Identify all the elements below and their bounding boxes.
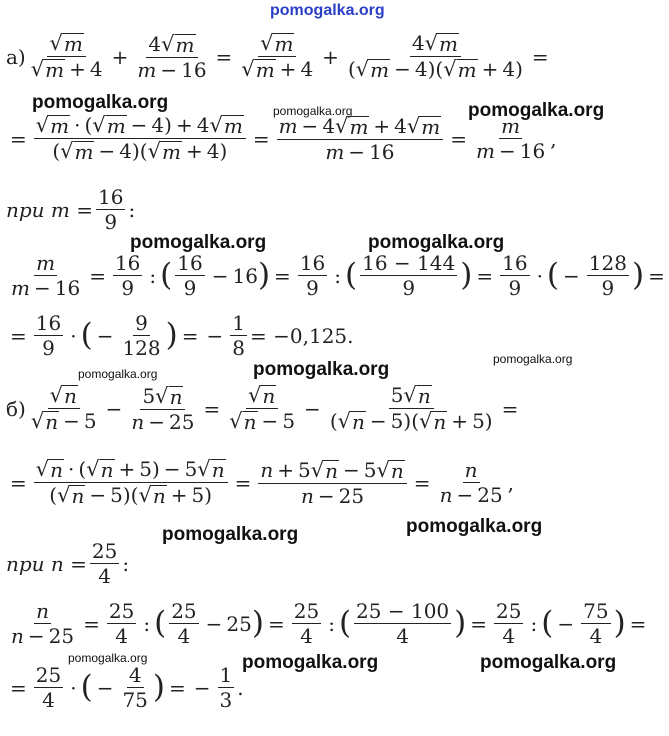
formula-a-line4: = $\frac{16}{9}$ · ( − $\frac{9}{128}$ ) = − $\frac{1}{8}$ = −0,125. xyxy=(10,311,354,360)
part-a-label: а) xyxy=(6,44,26,69)
formula-b-line3: $\frac{n}{n - 25}$ = $\frac{25}{4}$ : ( $\frac{25}{4}$ − 25 ) = $\frac{25}{4}$ : ( $\frac{25 - 100}{4}$ ) = $\frac{25}{4}$ : ( − $\frac{75}{4}$ ) = xyxy=(11,599,647,648)
watermark: pomogalka.org xyxy=(130,232,267,253)
formula-a-line3: $\frac{m}{m - 16}$ = $\frac{16}{9}$ : ( $\frac{16}{9}$ − 16 ) = $\frac{16}{9}$ : ( $\frac{16 - 144}{9}$ ) = $\frac{16}{9}$ · ( − $\frac{128}{9}$ ) = xyxy=(11,251,665,300)
watermark: pomogalka.org xyxy=(273,104,353,118)
watermark: pomogalka.org xyxy=(162,524,299,545)
watermark: pomogalka.org xyxy=(253,359,390,380)
formula-a-line2: = √ m · ( √ m − 4) + 4 √ m ( √ m − 4)( √ m + 4) = m − 4 √ m + 4 √ m m − 16 = $\frac{m}{m - 16}$ , xyxy=(10,113,557,165)
condition-n: при n = $\frac{25}{4}$ : xyxy=(6,539,130,588)
watermark: pomogalka.org xyxy=(406,516,543,537)
watermark: pomogalka.org xyxy=(493,352,573,366)
watermark: pomogalka.org xyxy=(242,652,379,673)
watermark: pomogalka.org xyxy=(480,652,617,673)
watermark: pomogalka.org xyxy=(68,651,148,665)
formula-b-line2: = √ n · ( √ n + 5) − 5 √ n ( √ n − 5)( √ n + 5) = n + 5 √ n − 5 √ n n − 25 = $\frac{n}{n - 25}$ , xyxy=(10,457,515,509)
watermark: pomogalka.org xyxy=(78,367,158,381)
formula-a-line1: а) √ m √ m + 4 + 4 √ m m − 16 = √ m √ m + 4 + 4 √ m ( √ m − 4)( √ m + 4) = xyxy=(6,31,549,83)
part-b-label: б) xyxy=(6,396,26,421)
watermark: pomogalka.org xyxy=(32,92,169,113)
watermark: pomogalka.org xyxy=(368,232,505,253)
condition-m: при m = $\frac{16}{9}$ : xyxy=(6,185,136,234)
result-a: = −0,125. xyxy=(250,323,354,348)
condition-m-label: при m = xyxy=(6,197,94,222)
watermark: pomogalka.org xyxy=(468,100,605,121)
result-b: $\frac{1}{3}$ xyxy=(219,663,233,712)
formula-b-line1: б) √ n √ n − 5 − 5 √ n n − 25 = √ n √ n − 5 − 5 √ n ( √ n − 5)( √ n + 5) = xyxy=(6,383,519,435)
formula-b-line4: = $\frac{25}{4}$ · ( − $\frac{4}{75}$ ) = − $\frac{1}{3}$ . xyxy=(10,663,244,712)
condition-n-label: при n = xyxy=(6,551,87,576)
watermark-top: pomogalka.org xyxy=(270,2,385,19)
